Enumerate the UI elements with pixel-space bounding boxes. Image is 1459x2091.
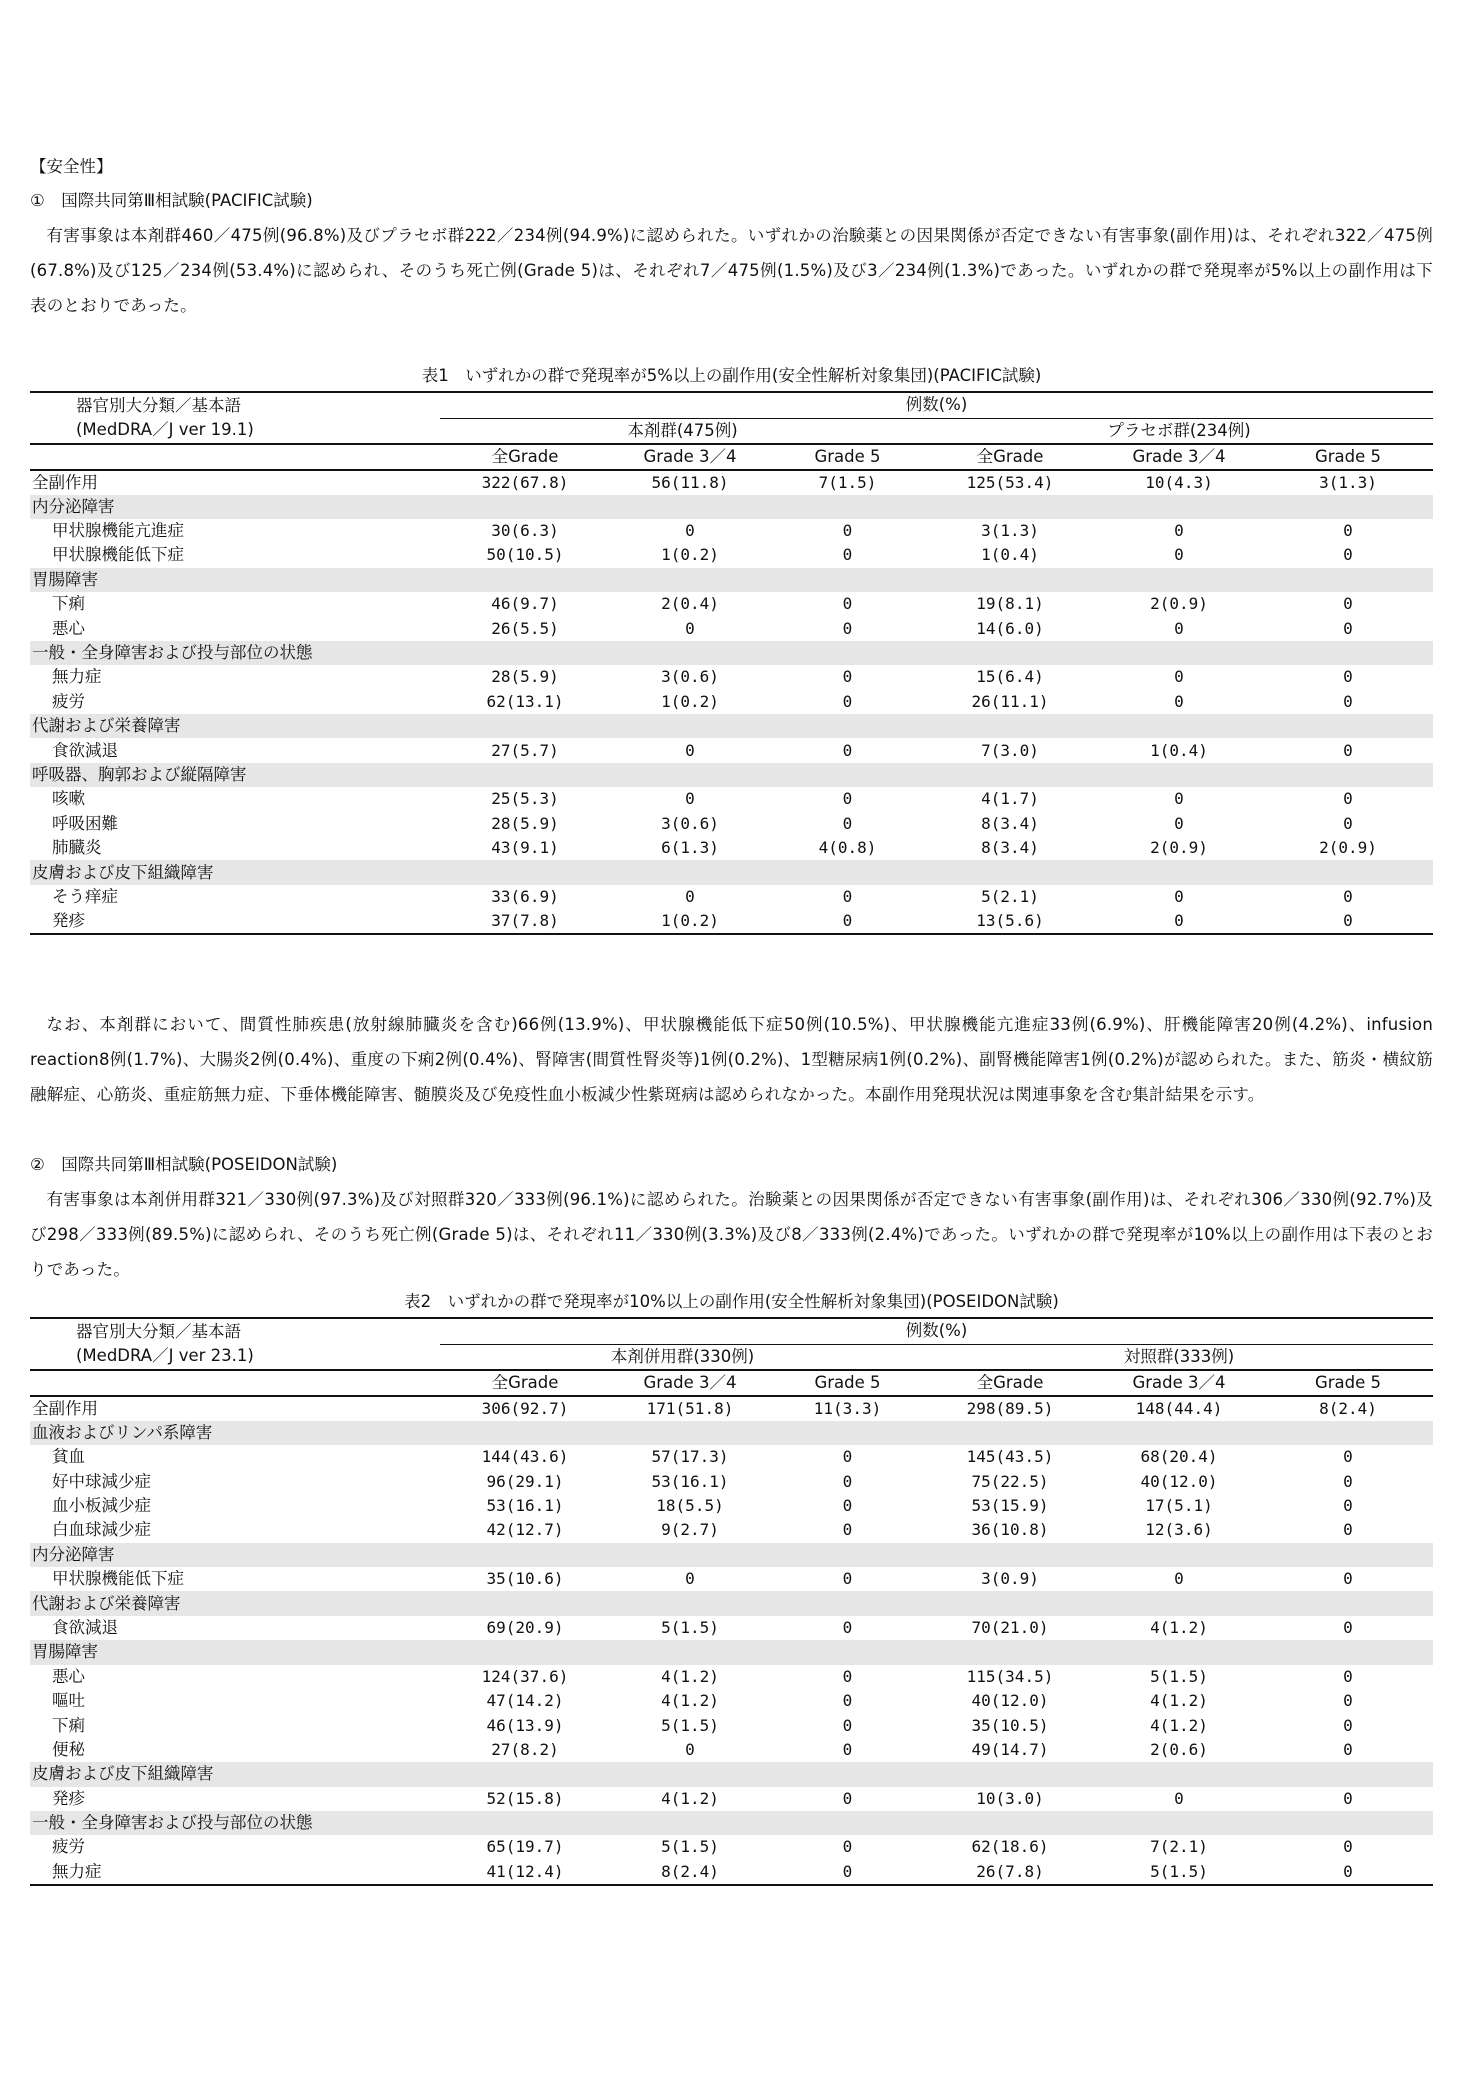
value-cell: 145(43.5) [966,1447,1054,1467]
term-label: 全副作用 [32,472,98,492]
value-cell: 5(1.5) [661,1837,719,1857]
term-label: 肺臓炎 [52,838,102,858]
term-label: 貧血 [52,1447,85,1467]
value-cell: 26(7.8) [925,1860,1095,1885]
value-cell: 47(14.2) [486,1691,564,1711]
term-label: 無力症 [52,667,102,687]
value-cell: 322(67.8) [481,472,569,492]
value-cell: 0 [1174,545,1184,565]
value-cell: 1(0.2) [661,691,719,711]
value-cell: 43(9.1) [491,838,559,858]
table2-group1-header: 本剤併用群(330例) [440,1344,925,1370]
value-cell: 41(12.4) [440,1860,610,1885]
value-cell: 4(1.2) [661,1788,719,1808]
value-cell: 0 [842,1496,853,1515]
term-label: 全副作用 [32,1398,98,1418]
value-cell: 53(16.1) [651,1471,729,1491]
table1-count-header: 例数(%) [440,392,1433,418]
value-cell: 0 [842,594,853,614]
grade-header: 全Grade [925,444,1095,470]
value-cell: 4(1.2) [1150,1617,1208,1637]
category-label: 血液およびリンパ系障害 [30,1421,1433,1445]
value-cell: 1(0.2) [661,545,719,565]
category-row [30,641,1433,665]
table-row [30,1445,1433,1469]
table-row [30,836,1433,860]
category-row [30,1591,1433,1615]
value-cell: 0 [842,1739,853,1759]
value-cell: 0 [1095,909,1263,934]
value-cell: 0 [842,1691,853,1711]
value-cell: 7(1.5) [818,472,877,492]
value-cell: 26(5.5) [491,618,559,638]
value-cell: 0 [685,618,695,638]
value-cell: 0 [842,618,853,638]
table2-group2-header: 対照群(333例) [925,1344,1433,1370]
value-cell: 17(5.1) [1145,1496,1213,1515]
value-cell: 75(22.5) [971,1471,1049,1491]
table-row [30,543,1433,567]
document-page [30,150,1433,1886]
value-cell: 0 [842,1837,853,1857]
value-cell: 0 [685,1569,695,1589]
value-cell: 0 [1343,1739,1353,1759]
grade-header: 全Grade [440,444,610,470]
table-row [30,1787,1433,1811]
category-row [30,1421,1433,1445]
value-cell: 0 [842,740,853,760]
value-cell: 8(2.4) [610,1860,770,1885]
value-cell: 0 [1174,618,1184,638]
value-cell: 0 [1174,1569,1184,1589]
value-cell: 0 [1343,1447,1353,1467]
value-cell: 0 [1343,1715,1353,1735]
value-cell: 298(89.5) [966,1398,1054,1418]
value-cell: 0 [685,886,695,906]
term-label: 発疹 [30,909,440,934]
term-label: そう痒症 [52,886,118,906]
value-cell: 0 [1343,1617,1353,1637]
value-cell: 0 [1174,667,1184,687]
value-cell: 46(9.7) [491,594,559,614]
value-cell: 0 [842,691,853,711]
value-cell: 2(0.4) [661,594,719,614]
value-cell: 40(12.0) [1140,1471,1218,1491]
table-row [30,1518,1433,1542]
value-cell: 11(3.3) [813,1398,882,1418]
category-row [30,568,1433,592]
term-label: 血小板減少症 [52,1496,151,1515]
value-cell: 0 [1343,691,1353,711]
grade-header: Grade 5 [770,1370,925,1396]
table-row [30,519,1433,543]
value-cell: 40(12.0) [971,1691,1049,1711]
study1-note: なお、本剤群において、間質性肺疾患(放射線肺臓炎を含む)66例(13.9%)、甲状腺機能低下症50例(10.5%)、甲状腺機能亢進症33例(6.9%)、肝機能障害20例(4.2%)、infusion reaction8例(1.7%)、大腸炎2例(0.4%)、重度の下痢2例(0.4%)、腎障害(間質性腎炎等)1例(0.2%)、1型糖尿病1例(0.2%)、副腎機能障害1例(0.2%)が認められた。また、筋炎・横紋筋融解症、心筋炎、重症筋無力症、下垂体機能障害、髄膜炎及び免疫性血小板減少性紫斑病は認められなかった。本副作用発現状況は関連事象を含む集計結果を示す。 [30,1015,1433,1105]
value-cell: 68(20.4) [1140,1447,1218,1467]
value-cell: 0 [770,1860,925,1885]
grade-header: Grade 5 [1263,444,1433,470]
value-cell: 28(5.9) [491,813,559,833]
value-cell: 7(3.0) [981,740,1039,760]
value-cell: 49(14.7) [971,1739,1049,1759]
value-cell: 36(10.8) [971,1520,1049,1540]
term-label: 甲状腺機能低下症 [52,1569,184,1589]
table1-group2-header: プラセボ群(234例) [925,418,1433,444]
value-cell: 0 [1343,618,1353,638]
value-cell: 5(2.1) [981,886,1039,906]
category-label: 胃腸障害 [30,1640,1433,1664]
grade-header: Grade 3／4 [1095,1370,1263,1396]
value-cell: 13(5.6) [925,909,1095,934]
value-cell: 0 [842,789,853,809]
category-row [30,1762,1433,1786]
value-cell: 18(5.5) [656,1496,724,1515]
value-cell: 53(16.1) [486,1496,564,1515]
value-cell: 0 [1174,1788,1184,1808]
term-label: 便秘 [52,1739,85,1759]
table-row [30,812,1433,836]
value-cell: 0 [685,789,695,809]
value-cell: 0 [1343,740,1353,760]
value-cell: 14(6.0) [976,618,1044,638]
term-label: 咳嗽 [52,789,85,809]
value-cell: 0 [842,1617,853,1637]
value-cell: 0 [842,1715,853,1735]
value-cell: 9(2.7) [661,1520,719,1540]
value-cell: 28(5.9) [491,667,559,687]
value-cell: 124(37.6) [481,1666,569,1686]
value-cell: 0 [1343,1569,1353,1589]
grade-header: Grade 5 [1263,1370,1433,1396]
value-cell: 2(0.9) [1150,594,1208,614]
value-cell: 0 [842,1447,853,1467]
value-cell: 0 [1343,789,1353,809]
value-cell: 0 [1343,1520,1353,1540]
table-row [30,1567,1433,1591]
value-cell: 0 [1343,1471,1353,1491]
value-cell: 35(10.6) [486,1569,564,1589]
term-label: 食欲減退 [52,740,118,760]
value-cell: 5(1.5) [1095,1860,1263,1885]
value-cell: 62(18.6) [971,1837,1049,1857]
value-cell: 0 [842,886,853,906]
table-row [30,665,1433,689]
value-cell: 69(20.9) [486,1617,564,1637]
table-row [30,1713,1433,1737]
value-cell: 0 [770,909,925,934]
value-cell: 53(15.9) [971,1496,1049,1515]
value-cell: 7(2.1) [1150,1837,1208,1857]
table-row [30,1835,1433,1859]
category-row [30,1811,1433,1835]
value-cell: 8(3.4) [981,813,1039,833]
category-label: 内分泌障害 [30,1543,1433,1567]
value-cell: 0 [1343,1788,1353,1808]
value-cell: 0 [1343,521,1353,541]
value-cell: 0 [1174,886,1184,906]
total-row [30,1396,1433,1421]
value-cell: 46(13.9) [486,1715,564,1735]
value-cell: 0 [1343,545,1353,565]
value-cell: 1(0.4) [1150,740,1208,760]
table-row [30,885,1433,909]
term-label: 悪心 [52,1666,85,1686]
category-label: 胃腸障害 [30,568,1433,592]
value-cell: 5(1.5) [1150,1666,1208,1686]
table2-count-header: 例数(%) [440,1318,1433,1344]
value-cell: 3(1.3) [981,521,1039,541]
category-label: 代謝および栄養障害 [30,714,1433,738]
study1-title: ① 国際共同第Ⅲ相試験(PACIFIC試験) [30,191,313,210]
table-row [30,787,1433,811]
value-cell: 0 [1263,909,1433,934]
value-cell: 57(17.3) [651,1447,729,1467]
value-cell: 0 [842,1666,853,1686]
value-cell: 12(3.6) [1145,1520,1213,1540]
table1-caption: 表1 いずれかの群で発現率が5%以上の副作用(安全性解析対象集団)(PACIFIC試験) [421,366,1042,385]
value-cell: 65(19.7) [486,1837,564,1857]
table-row [30,1665,1433,1689]
value-cell: 1(0.4) [981,545,1039,565]
table1-meddra-version: (MedDRA／J ver 19.1) [76,420,254,440]
table-row [30,909,1433,934]
category-label: 皮膚および皮下組織障害 [30,1762,1433,1786]
table1-group1-header: 本剤群(475例) [440,418,925,444]
value-cell: 3(0.6) [661,813,719,833]
value-cell: 27(8.2) [491,1739,559,1759]
value-cell: 2(0.9) [1319,838,1377,858]
value-cell: 8(3.4) [981,838,1039,858]
value-cell: 0 [1343,1691,1353,1711]
value-cell: 26(11.1) [971,691,1049,711]
term-label: 食欲減退 [52,1617,118,1637]
table-row [30,616,1433,640]
value-cell: 4(1.2) [1150,1715,1208,1735]
value-cell: 5(1.5) [661,1715,719,1735]
value-cell: 3(0.9) [981,1569,1039,1589]
term-label: 悪心 [52,618,85,638]
table-row [30,1494,1433,1518]
table1-label-header: 器官別大分類／基本語 [30,392,440,418]
value-cell: 0 [1263,1860,1433,1885]
value-cell: 50(10.5) [486,545,564,565]
category-row [30,860,1433,884]
value-cell: 4(1.2) [661,1666,719,1686]
value-cell: 0 [685,1739,695,1759]
term-label: 呼吸困難 [52,813,118,833]
value-cell: 0 [842,545,853,565]
term-label: 無力症 [30,1860,440,1885]
table-row [30,1738,1433,1762]
category-label: 一般・全身障害および投与部位の状態 [30,641,1433,665]
table-row [30,690,1433,714]
value-cell: 171(51.8) [646,1398,734,1418]
value-cell: 0 [1174,789,1184,809]
value-cell: 4(0.8) [818,838,877,858]
term-label: 疲労 [52,1837,85,1857]
value-cell: 0 [1174,691,1184,711]
value-cell: 0 [1343,1837,1353,1857]
category-row [30,1640,1433,1664]
value-cell: 0 [685,521,695,541]
value-cell: 0 [1343,1666,1353,1686]
grade-header: Grade 5 [770,444,925,470]
value-cell: 25(5.3) [491,789,559,809]
grade-header: Grade 3／4 [1095,444,1263,470]
value-cell: 56(11.8) [651,472,729,492]
value-cell: 3(0.6) [661,667,719,687]
value-cell: 0 [1343,1496,1353,1515]
term-label: 白血球減少症 [52,1520,151,1540]
value-cell: 0 [685,740,695,760]
table-row [30,592,1433,616]
table2-meddra-version: (MedDRA／J ver 23.1) [76,1346,254,1366]
value-cell: 0 [842,667,853,687]
table-row [30,1860,1433,1885]
value-cell: 3(1.3) [1319,472,1377,492]
study2-paragraph: 有害事象は本剤併用群321／330例(97.3%)及び対照群320／333例(96.1%)に認められた。治験薬との因果関係が否定できない有害事象(副作用)は、それぞれ306／330例(92.7%)及び298／333例(89.5%)に認められ、そのうち死亡例(Grade 5)は、それぞれ11／330例(3.3%)及び8／333例(2.4%)であった。いずれかの群で発現率が10%以上の副作用は下表のとおりであった。 [30,1190,1433,1280]
value-cell: 10(3.0) [976,1788,1044,1808]
safety-heading: 【安全性】 [30,157,113,176]
value-cell: 2(0.6) [1150,1739,1208,1759]
value-cell: 4(1.2) [661,1691,719,1711]
value-cell: 148(44.4) [1135,1398,1223,1418]
value-cell: 70(21.0) [971,1617,1049,1637]
term-label: 疲労 [52,691,85,711]
table-row [30,1689,1433,1713]
value-cell: 6(1.3) [661,838,719,858]
value-cell: 4(1.7) [981,789,1039,809]
category-row [30,495,1433,519]
value-cell: 10(4.3) [1145,472,1213,492]
value-cell: 15(6.4) [976,667,1044,687]
value-cell: 4(1.2) [1150,1691,1208,1711]
value-cell: 30(6.3) [491,521,559,541]
value-cell: 1(0.2) [610,909,770,934]
value-cell: 33(6.9) [491,886,559,906]
value-cell: 62(13.1) [486,691,564,711]
category-row [30,1543,1433,1567]
term-label: 嘔吐 [52,1691,85,1711]
grade-header: Grade 3／4 [610,1370,770,1396]
value-cell: 0 [1343,594,1353,614]
term-label: 下痢 [52,594,85,614]
grade-header: 全Grade [440,1370,610,1396]
value-cell: 52(15.8) [486,1788,564,1808]
category-label: 一般・全身障害および投与部位の状態 [30,1811,1433,1835]
grade-header: Grade 3／4 [610,444,770,470]
value-cell: 96(29.1) [486,1471,564,1491]
table-row [30,1469,1433,1493]
value-cell: 0 [842,521,853,541]
value-cell: 0 [1343,886,1353,906]
category-label: 内分泌障害 [30,495,1433,519]
value-cell: 35(10.5) [971,1715,1049,1735]
value-cell: 0 [1174,813,1184,833]
term-label: 発疹 [52,1788,85,1808]
term-label: 下痢 [52,1715,85,1735]
value-cell: 37(7.8) [440,909,610,934]
value-cell: 2(0.9) [1150,838,1208,858]
study1-paragraph: 有害事象は本剤群460／475例(96.8%)及びプラセボ群222／234例(94.9%)に認められた。いずれかの治験薬との因果関係が否定できない有害事象(副作用)は、それぞれ322／475例(67.8%)及び125／234例(53.4%)に認められ、そのうち死亡例(Grade 5)は、それぞれ7／475例(1.5%)及び3／234例(1.3%)であった。いずれかの群で発現率が5%以上の副作用は下表のとおりであった。 [30,226,1433,315]
value-cell: 125(53.4) [966,472,1054,492]
value-cell: 0 [842,1569,853,1589]
value-cell: 0 [842,1788,853,1808]
value-cell: 0 [842,813,853,833]
table-row [30,738,1433,762]
term-label: 甲状腺機能亢進症 [52,521,184,541]
term-label: 好中球減少症 [52,1471,151,1491]
value-cell: 306(92.7) [481,1398,569,1418]
category-row [30,763,1433,787]
category-label: 呼吸器、胸郭および縦隔障害 [30,763,1433,787]
value-cell: 0 [1343,667,1353,687]
value-cell: 42(12.7) [486,1520,564,1540]
value-cell: 0 [1343,813,1353,833]
table2-label-header: 器官別大分類／基本語 [30,1318,440,1344]
table2 [30,1317,1433,1886]
study2-title: ② 国際共同第Ⅲ相試験(POSEIDON試験) [30,1155,338,1175]
term-label: 甲状腺機能低下症 [52,545,184,565]
value-cell: 27(5.7) [491,740,559,760]
value-cell: 8(2.4) [1319,1398,1377,1418]
category-label: 皮膚および皮下組織障害 [30,860,1433,884]
table2-caption: 表2 いずれかの群で発現率が10%以上の副作用(安全性解析対象集団)(POSEIDON試験) [404,1292,1059,1312]
value-cell: 19(8.1) [976,594,1044,614]
value-cell: 0 [1174,521,1184,541]
category-row [30,714,1433,738]
table-row [30,1616,1433,1640]
grade-header: 全Grade [925,1370,1095,1396]
total-row [30,470,1433,495]
value-cell: 0 [842,1471,853,1491]
value-cell: 0 [842,1520,853,1540]
value-cell: 144(43.6) [481,1447,569,1467]
value-cell: 115(34.5) [966,1666,1054,1686]
category-label: 代謝および栄養障害 [30,1591,1433,1615]
table1 [30,391,1433,935]
value-cell: 5(1.5) [661,1617,719,1637]
